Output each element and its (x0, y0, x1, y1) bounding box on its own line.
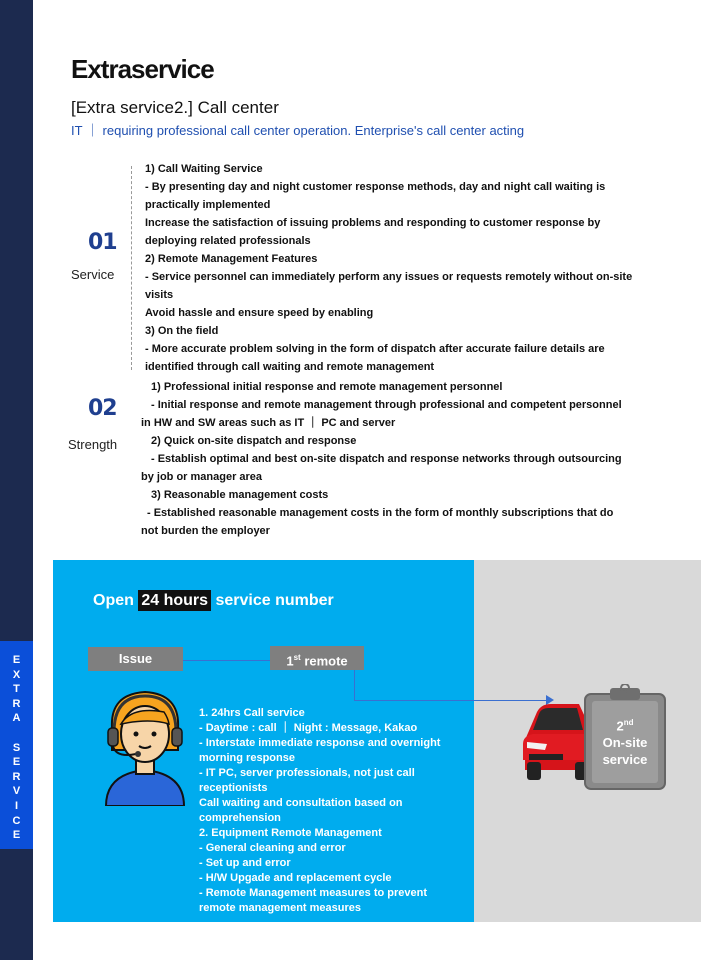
side-letter: C (12, 814, 21, 827)
connector-remote-down (354, 670, 355, 700)
side-letter: E (12, 654, 21, 666)
onsite-service-label (584, 714, 666, 768)
call-line: - IT PC, server professionals, not just call (199, 767, 415, 779)
side-letter: S (12, 741, 21, 754)
connector-to-onsite (354, 700, 546, 701)
text-line: practically implemented (145, 199, 271, 211)
remote-num: 1 (286, 653, 294, 669)
onsite-line1: On-site (602, 735, 648, 751)
text-line: - By presenting day and night customer response methods, day and night call waiting is (145, 181, 606, 193)
text-line: by job or manager area (141, 471, 263, 483)
call-line: - Interstate immediate response and overnight (199, 737, 441, 749)
onsite-num: 2 (616, 718, 624, 734)
open-highlight: 24 hours (138, 590, 211, 611)
call-line: - General cleaning and error (199, 842, 346, 854)
onsite-sup: nd (623, 718, 634, 727)
open-suffix: service number (215, 592, 334, 609)
text-line: 1) Call Waiting Service (145, 163, 263, 175)
call-line: 2. Equipment Remote Management (199, 827, 382, 839)
text-line: - Service personnel can immediately perform any issues or requests remotely without on-site (145, 271, 633, 283)
open-prefix: Open (93, 592, 134, 609)
call-line: - Set up and error (199, 857, 291, 869)
remote-sup: st (293, 653, 301, 662)
call-line: - Remote Management measures to prevent (199, 887, 428, 899)
side-letter: X (12, 668, 21, 681)
call-line: receptionists (199, 782, 268, 794)
strength-text-block (141, 378, 622, 540)
text-line: - More accurate problem solving in the form of dispatch after accurate failure details are (145, 343, 605, 355)
text-line: - Initial response and remote management through professional and competent personnel (151, 399, 622, 411)
text-line: 1) Professional initial response and remote management personnel (151, 381, 503, 393)
open-24-hours-heading (93, 592, 334, 610)
side-letter: I (14, 799, 19, 812)
page-tagline: IT ｜ requiring professional call center operation. Enterprise's call center acting (71, 123, 525, 138)
connector-issue-remote (183, 660, 270, 661)
page-subtitle: [Extra service2.] Call center (71, 98, 279, 117)
text-line: in HW and SW areas such as IT ｜ PC and server (141, 417, 396, 429)
side-letter: E (12, 829, 21, 842)
call-service-list (199, 706, 440, 916)
text-line: - Establish optimal and best on-site dispatch and response networks through outsourcing (151, 453, 622, 465)
section-divider (131, 166, 132, 370)
text-line: identified through call waiting and remote management (145, 361, 435, 373)
text-line: 2) Quick on-site dispatch and response (151, 435, 357, 447)
side-tab-extra-service (0, 641, 33, 849)
call-line: - Daytime : call ｜ Night : Message, Kakao (199, 722, 418, 734)
text-line: - Established reasonable management costs in the form of monthly subscriptions that do (147, 507, 614, 519)
side-letter: V (12, 785, 21, 798)
first-remote-box (270, 646, 364, 670)
side-letter: E (12, 756, 21, 769)
side-letter: R (12, 697, 21, 710)
page-title: Extraservice (71, 54, 214, 84)
text-line: Increase the satisfaction of issuing problems and responding to customer response by (145, 217, 601, 229)
call-line: remote management measures (199, 902, 362, 914)
text-line: visits (145, 289, 174, 301)
call-line: Call waiting and consultation based on (199, 797, 403, 809)
side-letter: A (12, 712, 21, 725)
call-line: morning response (199, 752, 295, 764)
text-line: not burden the employer (141, 525, 270, 537)
onsite-line2: service (602, 752, 648, 768)
section-label-strength: Strength (68, 437, 118, 452)
call-agent-icon (102, 688, 188, 806)
section-label-service: Service (71, 267, 115, 282)
side-letter: T (13, 683, 20, 696)
side-letter: R (12, 770, 21, 783)
text-line: 3) Reasonable management costs (151, 489, 329, 501)
service-text-block (145, 160, 632, 376)
text-line: Avoid hassle and ensure speed by enabling (145, 307, 374, 319)
section-number-01: 01 (88, 230, 117, 255)
remote-label: remote (304, 653, 348, 669)
call-line: - H/W Upgade and replacement cycle (199, 872, 392, 884)
call-line: 1. 24hrs Call service (199, 707, 305, 719)
call-line: comprehension (199, 812, 281, 824)
issue-box: Issue (88, 647, 183, 671)
text-line: 2) Remote Management Features (145, 253, 318, 265)
text-line: 3) On the field (145, 325, 219, 337)
text-line: deploying related professionals (145, 235, 311, 247)
section-number-02: 02 (88, 396, 117, 421)
